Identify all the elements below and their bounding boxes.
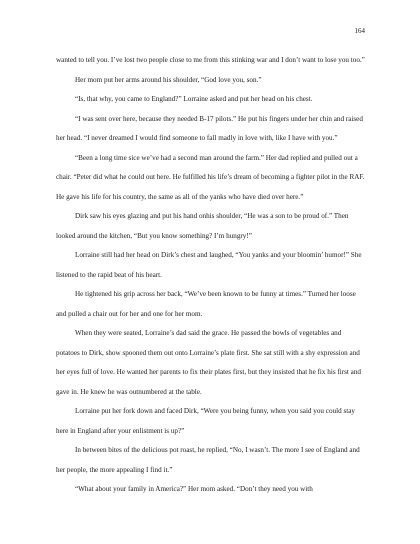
paragraph: “Been a long time sice we’ve had a second man around the farm.” Her dad replied and pulled out a chair. “Peter did what he could out here. He fulfilled his life’s dream of becoming a fighter pilot in the RAF. He gave his life for his country, the same as all of the yanks who have died over here.” [56,153,365,201]
paragraph: Lorraine still had her head on Dirk’s chest and laughed, “You yanks and your bloomin’ humor!” She listened to the rapid beat of his heart. [56,251,362,279]
paragraph: Her mom put her arms around his shoulder, “God love you, son.” [75,75,262,84]
paragraph: When they were seated, Lorraine’s dad said the grace. He passed the bowls of vegetables and potatoes to Dirk, show spooned them out onto Lorraine’s plate first. She sat still with a shy expression and her eyes full of love. He wanted her parents to fix their plates first, but they insisted that he fix his first and gave in. He knew he was outnumbered at the table. [56,329,361,396]
paragraph: In between bites of the delicious pot roast, he replied, “No, I wasn’t. The more I see of England and her people, the more appealing I find it.” [56,446,360,474]
paragraph: Dirk saw his eyes glazing and put his hand onhis shoulder, “He was a son to be proud of.” Then looked around the kitchen, “But you know something? I’m hungry!” [56,212,349,240]
paragraph: “I was sent over here, because they needed B-17 pilots.” He put his fingers under her chin and raised her head. “I never dreamed I would find someone to fall madly in love with, like I have with you.” [56,114,363,142]
paragraph: wanted to tell you. I’ve lost two people close to me from this stinking war and I don’t want to lose you too.” [56,56,365,64]
paragraph: “Is, that why, you came to England?” Lorraine asked and put her head on his chest. [75,95,313,103]
paragraph: Lorraine put her fork down and faced Dirk, “Were you being funny, when you said you could stay here in England after your enlistment is up?” [56,407,355,435]
page-number: 164 [354,27,365,35]
paragraph: “What about your family in America?” Her mom asked. “Don’t they need you with [75,485,313,493]
paragraph: He tightened his grip across her back, “We’ve been known to be funny at times.” Turned her loose and pulled a chair out for her and one for her mom. [56,290,356,318]
manuscript-body [56,51,365,500]
